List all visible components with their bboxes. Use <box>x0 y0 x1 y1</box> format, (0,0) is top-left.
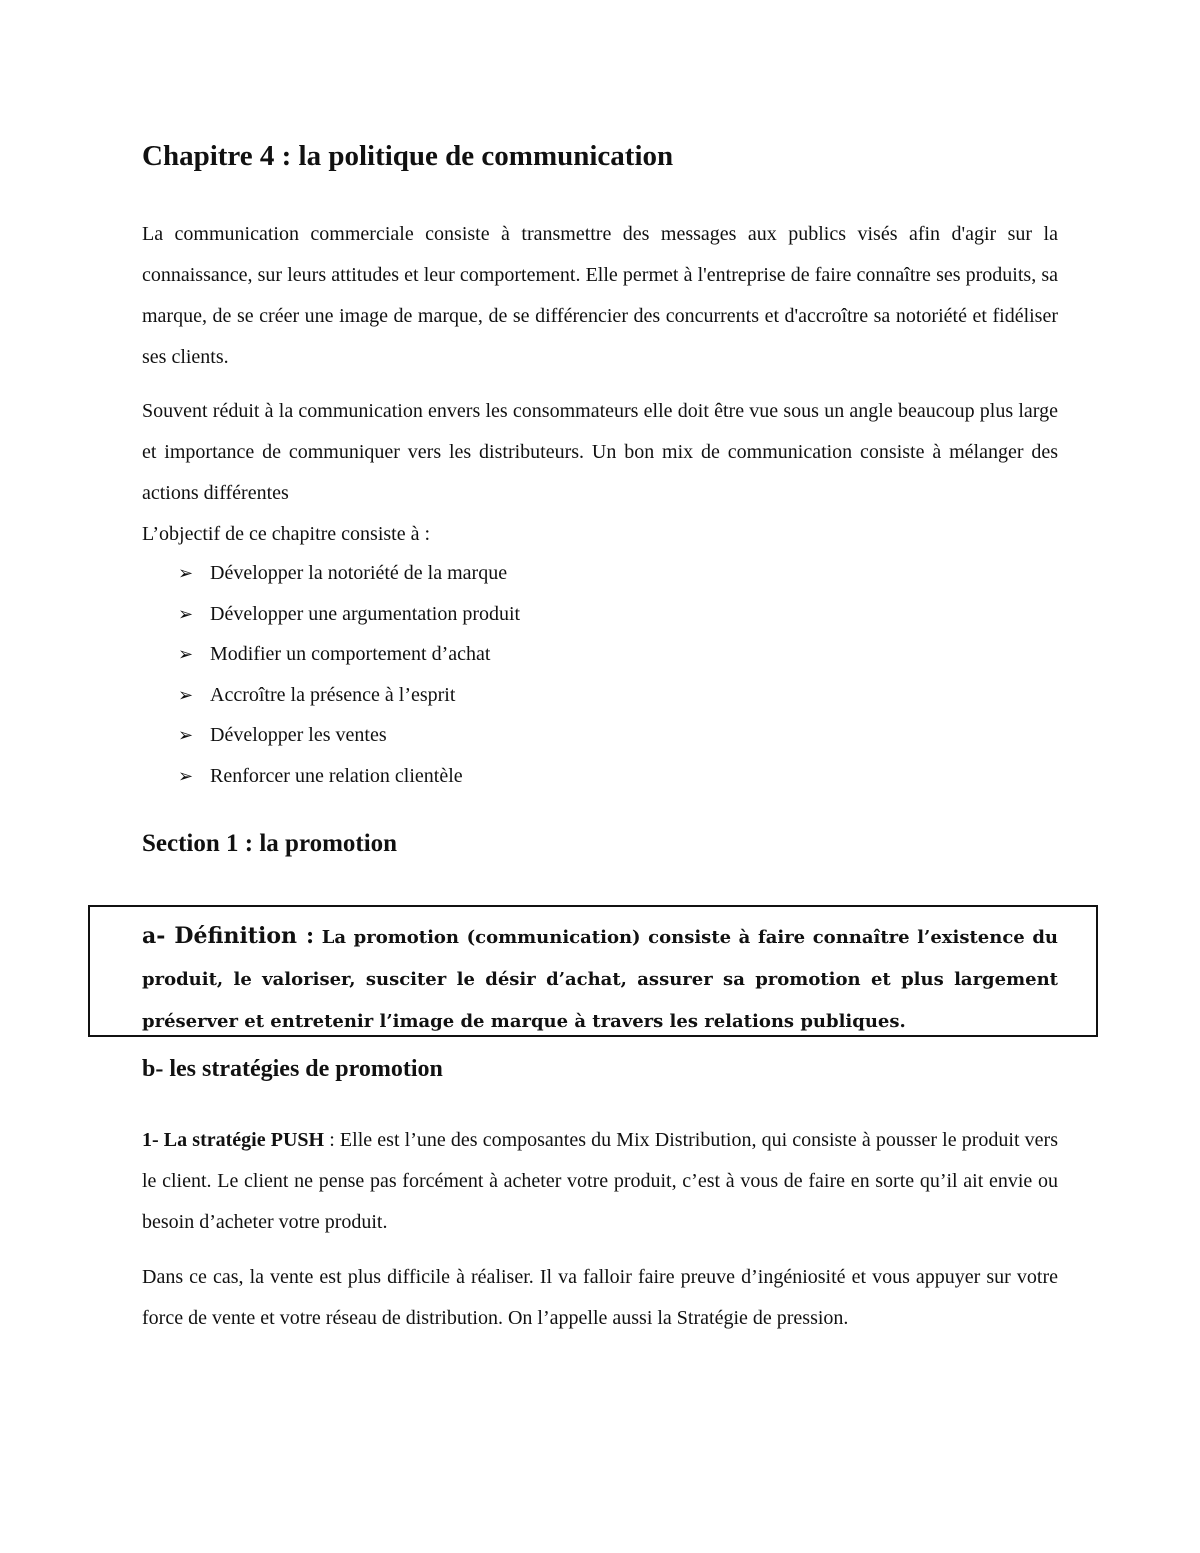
list-item <box>178 553 520 594</box>
objective-text: Accroître la présence à l’esprit <box>210 683 456 706</box>
objective-text: Développer une argumentation produit <box>210 602 521 625</box>
definition-text: La promotion (communication) consiste à faire connaître l’existence du produit, le valoriser, susciter le désir d’achat, assurer sa promotion et plus largement préserver et entretenir l’image de marque à travers les relations publiques. <box>142 927 1059 1032</box>
list-item <box>178 715 520 756</box>
push-paragraph <box>142 1120 1058 1243</box>
list-item <box>178 675 520 716</box>
definition-box <box>88 905 1098 1037</box>
arrowhead-bullet-icon: ➢ <box>178 725 194 746</box>
arrowhead-bullet-icon: ➢ <box>178 644 194 665</box>
objective-intro: L’objectif de ce chapitre consiste à : <box>142 523 431 545</box>
push-paragraph-2: Dans ce cas, la vente est plus difficile à réaliser. Il va falloir faire preuve d’ingéniosité et vous appuyer sur votre force de vente et votre réseau de distribution. On l’appelle aussi la Stratégie de pression. <box>142 1266 1058 1329</box>
objective-text: Développer les ventes <box>210 724 387 747</box>
second-paragraph: Souvent réduit à la communication envers les consommateurs elle doit être vue sous un angle beaucoup plus large et importance de communiquer vers les distributeurs. Un bon mix de communication consiste à mélanger des actions différentes <box>142 400 1058 504</box>
arrowhead-bullet-icon: ➢ <box>178 684 194 705</box>
list-item <box>178 594 520 635</box>
push-label: 1- La stratégie PUSH <box>142 1129 325 1151</box>
push-text: : Elle est l’une des composantes du Mix Distribution, qui consiste à pousser le produit vers le client. Le client ne pense pas forcément à acheter votre produit, c’est à vous de faire en sorte qu’il ait envie ou besoin d’acheter votre produit. <box>142 1129 1058 1233</box>
arrowhead-bullet-icon: ➢ <box>178 765 194 786</box>
section-title: Section 1 : la promotion <box>142 830 398 857</box>
definition-text-block <box>142 915 1058 1043</box>
list-item <box>178 756 520 797</box>
list-item <box>178 634 520 675</box>
definition-label: a- Définition : <box>142 923 315 949</box>
objectives-list <box>178 553 520 797</box>
arrowhead-bullet-icon: ➢ <box>178 563 194 583</box>
objective-text: Développer la notoriété de la marque <box>210 562 508 584</box>
objective-text: Modifier un comportement d’achat <box>210 643 491 666</box>
arrowhead-bullet-icon: ➢ <box>178 603 194 624</box>
chapter-title: Chapitre 4 : la politique de communication <box>142 140 674 172</box>
subsection-title: b- les stratégies de promotion <box>142 1056 443 1082</box>
intro-paragraph: La communication commerciale consiste à transmettre des messages aux publics visés afin d'agir sur la connaissance, sur leurs attitudes et leur comportement. Elle permet à l'entreprise de faire connaître ses produits, sa marque, de se créer une image de marque, de se différencier des concurrents et d'accroître sa notoriété et fidéliser ses clients. <box>142 223 1058 368</box>
objective-text: Renforcer une relation clientèle <box>210 764 463 787</box>
